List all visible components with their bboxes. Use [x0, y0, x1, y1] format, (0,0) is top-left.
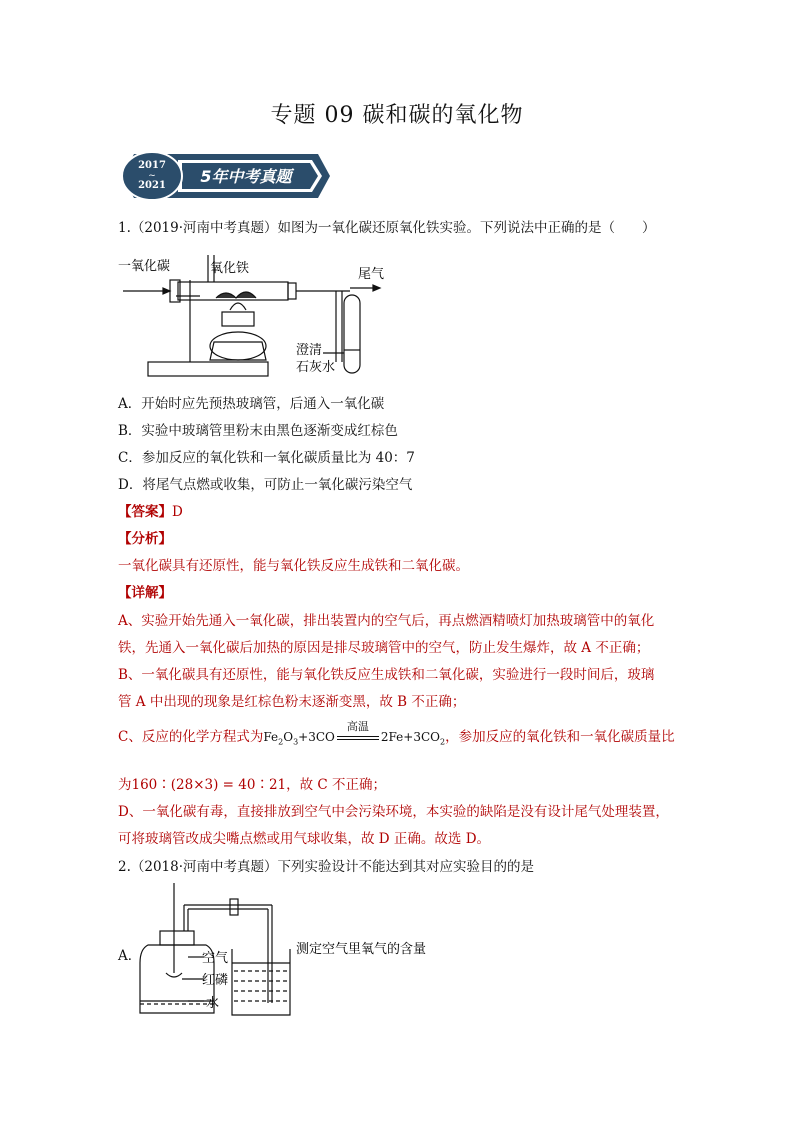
detail-c-equation-line: C、反应的化学方程式为$Fe_2O_3+3CO$ 高温 $2Fe+3CO_2$，参加反应的氧化铁和一氧化碳质量比	[118, 719, 675, 747]
detail-label: 【详解】	[118, 585, 172, 601]
q1-option-d: D．将尾气点燃或收集，可防止一氧化碳污染空气	[118, 477, 413, 493]
caption-a: 测定空气里氧气的含量	[296, 942, 427, 957]
label-fe2o3: 氧化铁	[210, 261, 250, 276]
detail-line: 可将玻璃管改成尖嘴点燃或用气球收集，故 D 正确。故选 D。	[118, 831, 491, 847]
co-reduction-apparatus-figure	[118, 250, 388, 380]
banner-label: 5年中考真题	[200, 167, 292, 186]
answer-row	[118, 500, 183, 520]
detail-c-line2: 为160∶(28×3) = 40∶21，故 C 不正确；	[118, 777, 387, 793]
banner-year-bottom: 2021	[138, 180, 166, 191]
detail-line: 管 A 中出现的现象是红棕色粉末逐渐变黑，故 B 不正确；	[118, 694, 466, 710]
banner-year-top: 2017	[138, 160, 166, 171]
label-water: 水	[206, 996, 220, 1011]
label-limewater-1: 澄清	[296, 343, 323, 358]
answer-value: D	[172, 504, 183, 520]
c-prefix: C、反应的化学方程式为	[118, 729, 264, 745]
label-red-phosphorus: 红磷	[202, 973, 229, 988]
q2-option-a-label: A．	[118, 948, 142, 964]
analysis-label: 【分析】	[118, 531, 172, 547]
answer-label: 【答案】	[118, 504, 172, 520]
c-suffix: ，参加反应的氧化铁和一氧化碳质量比	[445, 729, 675, 745]
exam-banner	[122, 150, 332, 202]
label-co: 一氧化碳	[118, 259, 171, 274]
oxygen-content-apparatus-figure	[118, 883, 458, 1023]
eq-fe: Fe	[263, 730, 279, 744]
q1-stem: 1.（2019·河南中考真题）如图为一氧化碳还原氧化铁实验。下列说法中正确的是（ ）	[118, 220, 656, 236]
q1-option-c: C．参加反应的氧化铁和一氧化碳质量比为 40：7	[118, 450, 415, 466]
label-tail-gas: 尾气	[358, 267, 385, 282]
q2-stem: 2.（2018·河南中考真题）下列实验设计不能达到其对应实验目的的是	[118, 859, 535, 875]
page-title: 专题 09 碳和碳的氧化物	[270, 103, 524, 128]
detail-line: A、实验开始先通入一氧化碳，排出装置内的空气后，再点燃酒精喷灯加热玻璃管中的氧化	[118, 613, 655, 629]
detail-line: D、一氧化碳有毒，直接排放到空气中会污染环境，本实验的缺陷是没有设计尾气处理装置，	[118, 804, 669, 820]
banner-year-sep: ~	[148, 171, 156, 181]
analysis-text: 一氧化碳具有还原性，能与氧化铁反应生成铁和二氧化碳。	[118, 558, 469, 574]
label-limewater-2: 石灰水	[296, 360, 336, 375]
q1-option-b: B．实验中玻璃管里粉末由黑色逐渐变成红棕色	[118, 423, 398, 439]
detail-line: B、一氧化碳具有还原性，能与氧化铁反应生成铁和二氧化碳，实验进行一段时间后，玻璃	[118, 667, 655, 683]
detail-line: 铁，先通入一氧化碳后加热的原因是排尽玻璃管中的空气，防止发生爆炸，故 A 不正确；	[118, 640, 650, 656]
label-air: 空气	[202, 951, 229, 966]
q1-option-a: A．开始时应先预热玻璃管，后通入一氧化碳	[118, 396, 385, 412]
eq-condition: 高温	[337, 728, 379, 748]
